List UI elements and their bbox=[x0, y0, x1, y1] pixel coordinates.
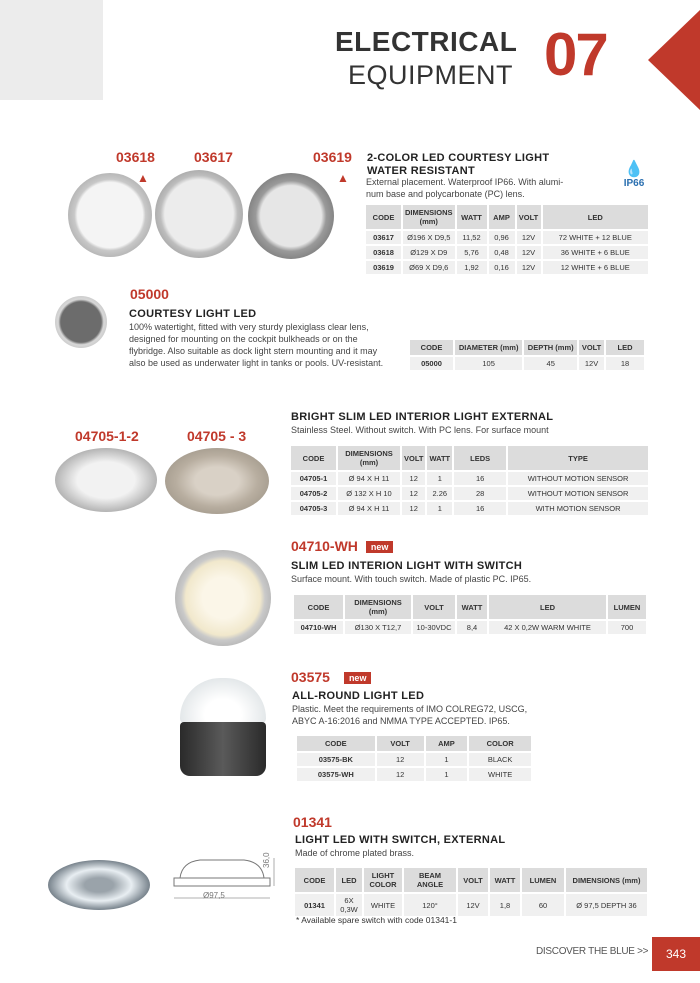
product-code-04710-wh bbox=[291, 538, 393, 554]
col-header: VOLT bbox=[376, 736, 425, 752]
product-title: SLIM LED INTERION LIGHT WITH SWITCH bbox=[291, 560, 523, 572]
col-header: VOLT bbox=[401, 446, 426, 471]
table-row bbox=[291, 501, 649, 515]
product-code-03617: 03617 bbox=[194, 149, 233, 165]
lamp-image-04705-3 bbox=[165, 448, 269, 514]
product-title: ALL-ROUND LIGHT LED bbox=[292, 690, 425, 702]
cell: 0,16 bbox=[488, 260, 516, 274]
col-header: VOLT bbox=[457, 868, 489, 893]
cell: 04705-1 bbox=[291, 471, 337, 486]
cell: 03575-BK bbox=[297, 752, 376, 767]
col-header: VOLT bbox=[516, 205, 542, 230]
product-code-04705-3: 04705 - 3 bbox=[187, 428, 247, 444]
cell: Ø69 X D9,6 bbox=[402, 260, 456, 274]
cell: Ø 94 X H 11 bbox=[337, 471, 401, 486]
lamp-image-05000 bbox=[55, 296, 107, 348]
cell: 12V bbox=[578, 356, 605, 370]
ip66-badge bbox=[621, 162, 647, 189]
col-header: CODE bbox=[410, 340, 454, 356]
cell: Ø 132 X H 10 bbox=[337, 486, 401, 501]
spec-table-p3 bbox=[291, 446, 650, 515]
lamp-dome-03575 bbox=[180, 678, 266, 724]
desc-line: 100% watertight, fitted with very sturdy plexiglass clear lens, bbox=[129, 322, 369, 332]
cell: 36 WHITE + 6 BLUE bbox=[542, 245, 649, 260]
desc-line: num base and polycarbonate (PC) lens. bbox=[366, 189, 525, 199]
cell: 6X 0,3W bbox=[335, 893, 363, 916]
thumbs-up-icon: ▲ bbox=[337, 171, 349, 185]
cell: WITHOUT MOTION SENSOR bbox=[507, 471, 649, 486]
desc-line: flybridge. Also suitable as dock light stern mounting and it may bbox=[129, 346, 378, 356]
title-line: WATER RESISTANT bbox=[367, 165, 475, 177]
cell: WITHOUT MOTION SENSOR bbox=[507, 486, 649, 501]
col-header: WATT bbox=[426, 446, 453, 471]
desc-line: designed for mounting on the cockpit bulkheads or on the bbox=[129, 334, 358, 344]
cell: 5,76 bbox=[456, 245, 488, 260]
product-description bbox=[129, 321, 383, 369]
cell: 1,92 bbox=[456, 260, 488, 274]
col-header: VOLT bbox=[412, 595, 456, 620]
footnote: * Available spare switch with code 01341-1 bbox=[296, 915, 457, 925]
cell: 12 bbox=[401, 501, 426, 515]
cell: WITH MOTION SENSOR bbox=[507, 501, 649, 515]
table-row bbox=[366, 230, 649, 245]
col-header: DIMENSIONS (mm) bbox=[344, 595, 412, 620]
lamp-image-01341 bbox=[48, 860, 150, 910]
col-header: LEDS bbox=[453, 446, 507, 471]
col-header: CODE bbox=[294, 595, 344, 620]
product-title: COURTESY LIGHT LED bbox=[129, 308, 257, 320]
table-row bbox=[291, 486, 649, 501]
col-header: AMP bbox=[425, 736, 469, 752]
drawing-base bbox=[174, 878, 270, 886]
table-row bbox=[297, 767, 532, 781]
cell: 72 WHITE + 12 BLUE bbox=[542, 230, 649, 245]
cell: 12V bbox=[516, 260, 542, 274]
col-header: VOLT bbox=[578, 340, 605, 356]
col-header: LED bbox=[488, 595, 607, 620]
cell: WHITE bbox=[363, 893, 403, 916]
col-header: LUMEN bbox=[521, 868, 565, 893]
cell: 1 bbox=[426, 501, 453, 515]
lamp-image-03617 bbox=[155, 170, 243, 258]
new-badge: new bbox=[344, 672, 372, 684]
cell: 700 bbox=[607, 620, 647, 634]
col-header: DEPTH (mm) bbox=[523, 340, 578, 356]
col-header: WATT bbox=[456, 595, 488, 620]
cell: BLACK bbox=[468, 752, 532, 767]
cell: 12 bbox=[376, 767, 425, 781]
cell: 120° bbox=[403, 893, 457, 916]
col-header: WATT bbox=[489, 868, 521, 893]
new-badge: new bbox=[366, 541, 394, 553]
desc-line: Plastic. Meet the requirements of IMO COLREG72, USCG, bbox=[292, 704, 528, 714]
lamp-image-04710 bbox=[175, 550, 271, 646]
cell: 04710-WH bbox=[294, 620, 344, 634]
col-header: TYPE bbox=[507, 446, 649, 471]
product-description: Surface mount. With touch switch. Made of plastic PC. IP65. bbox=[291, 574, 532, 584]
product-code-03618: 03618 bbox=[116, 149, 155, 165]
dim-diameter-label: Ø97,5 bbox=[203, 891, 225, 900]
col-header: WATT bbox=[456, 205, 488, 230]
table-row bbox=[291, 471, 649, 486]
cell: 12 WHITE + 6 BLUE bbox=[542, 260, 649, 274]
col-header: CODE bbox=[366, 205, 402, 230]
product-code-03619: 03619 bbox=[313, 149, 352, 165]
corner-block bbox=[0, 0, 103, 100]
cell: 12V bbox=[516, 245, 542, 260]
cell: 2.26 bbox=[426, 486, 453, 501]
cell: 16 bbox=[453, 471, 507, 486]
product-title bbox=[367, 152, 549, 178]
lamp-image-04705-1 bbox=[55, 448, 157, 512]
cell: 42 X 0,2W WARM WHITE bbox=[488, 620, 607, 634]
cell: 04705-3 bbox=[291, 501, 337, 515]
lamp-base-03575 bbox=[180, 722, 266, 776]
col-header: BEAM ANGLE bbox=[403, 868, 457, 893]
product-description bbox=[292, 703, 527, 727]
water-drops-icon: 💧 bbox=[624, 161, 644, 178]
product-description: Stainless Steel. Without switch. With PC lens. For surface mount bbox=[291, 425, 549, 435]
cell: 04705-2 bbox=[291, 486, 337, 501]
col-header: COLOR bbox=[468, 736, 532, 752]
col-header: LIGHT COLOR bbox=[363, 868, 403, 893]
dim-height-label: 36,0 bbox=[262, 852, 271, 868]
cell: 60 bbox=[521, 893, 565, 916]
cell: 05000 bbox=[410, 356, 454, 370]
cell: 12V bbox=[516, 230, 542, 245]
cell: 12 bbox=[401, 471, 426, 486]
cell: 03617 bbox=[366, 230, 402, 245]
drawing-dome bbox=[180, 860, 264, 878]
cell: 01341 bbox=[295, 893, 335, 916]
cell: 18 bbox=[605, 356, 645, 370]
product-code-01341: 01341 bbox=[293, 814, 332, 830]
cell: 45 bbox=[523, 356, 578, 370]
lamp-image-03618 bbox=[68, 173, 152, 257]
col-header: DIAMETER (mm) bbox=[454, 340, 523, 356]
table-row bbox=[410, 356, 645, 370]
cell: Ø 94 X H 11 bbox=[337, 501, 401, 515]
product-title: BRIGHT SLIM LED INTERIOR LIGHT EXTERNAL bbox=[291, 411, 554, 423]
desc-line: also be used as underwater light in tanks or pools. UV-resistant. bbox=[129, 358, 384, 368]
spec-table-p2 bbox=[410, 340, 646, 370]
thumbs-up-icon: ▲ bbox=[137, 171, 149, 185]
product-code-04705-1-2: 04705-1-2 bbox=[75, 428, 139, 444]
desc-line: External placement. Waterproof IP66. With alumi- bbox=[366, 177, 564, 187]
table-row bbox=[297, 752, 532, 767]
cell: 28 bbox=[453, 486, 507, 501]
cell: 8,4 bbox=[456, 620, 488, 634]
cell: 16 bbox=[453, 501, 507, 515]
col-header: LED bbox=[542, 205, 649, 230]
cell: 12 bbox=[376, 752, 425, 767]
cell: 1,8 bbox=[489, 893, 521, 916]
cell: 03619 bbox=[366, 260, 402, 274]
chapter-number: 07 bbox=[544, 21, 607, 88]
col-header: DIMENSIONS (mm) bbox=[402, 205, 456, 230]
spec-table-p5 bbox=[297, 736, 533, 781]
cell: 0,96 bbox=[488, 230, 516, 245]
table-row bbox=[366, 245, 649, 260]
code-text: 03575 bbox=[291, 669, 330, 685]
chapter-arrow-icon bbox=[648, 10, 700, 110]
cell: Ø196 X D9,5 bbox=[402, 230, 456, 245]
col-header: LED bbox=[605, 340, 645, 356]
table-row bbox=[366, 260, 649, 274]
cell: 03618 bbox=[366, 245, 402, 260]
col-header: CODE bbox=[291, 446, 337, 471]
col-header: LED bbox=[335, 868, 363, 893]
desc-line: ABYC A-16:2016 and NMMA TYPE ACCEPTED. IP65. bbox=[292, 716, 510, 726]
ip-label: IP66 bbox=[623, 178, 645, 189]
cell: 03575-WH bbox=[297, 767, 376, 781]
page-number: 343 bbox=[652, 937, 700, 971]
col-header: AMP bbox=[488, 205, 516, 230]
col-header: LUMEN bbox=[607, 595, 647, 620]
chapter-title-line2: EQUIPMENT bbox=[348, 60, 514, 90]
product-code-05000: 05000 bbox=[130, 286, 169, 302]
col-header: DIMENSIONS (mm) bbox=[565, 868, 648, 893]
col-header: DIMENSIONS (mm) bbox=[337, 446, 401, 471]
cell: Ø129 X D9 bbox=[402, 245, 456, 260]
code-text: 04710-WH bbox=[291, 538, 358, 554]
footer-tagline: DISCOVER THE BLUE >> bbox=[536, 946, 649, 957]
cell: 10-30VDC bbox=[412, 620, 456, 634]
cell: WHITE bbox=[468, 767, 532, 781]
chapter-title-line1: ELECTRICAL bbox=[335, 26, 518, 57]
col-header: CODE bbox=[297, 736, 376, 752]
cell: 1 bbox=[425, 767, 469, 781]
spec-table-p1 bbox=[366, 205, 650, 274]
cell: 0,48 bbox=[488, 245, 516, 260]
product-code-03575 bbox=[291, 669, 371, 685]
table-row bbox=[294, 620, 647, 634]
product-description bbox=[366, 176, 563, 200]
spec-table-p6 bbox=[295, 868, 649, 916]
cell: 12V bbox=[457, 893, 489, 916]
col-header: CODE bbox=[295, 868, 335, 893]
cell: 1 bbox=[426, 471, 453, 486]
cell: 11,52 bbox=[456, 230, 488, 245]
cell: Ø130 X T12,7 bbox=[344, 620, 412, 634]
cell: Ø 97,5 DEPTH 36 bbox=[565, 893, 648, 916]
cell: 12 bbox=[401, 486, 426, 501]
product-description: Made of chrome plated brass. bbox=[295, 848, 415, 858]
spec-table-p4 bbox=[294, 595, 648, 634]
product-title: LIGHT LED WITH SWITCH, EXTERNAL bbox=[295, 834, 506, 846]
title-line: 2-COLOR LED COURTESY LIGHT bbox=[367, 152, 550, 164]
lamp-image-03619 bbox=[248, 173, 334, 259]
cell: 1 bbox=[425, 752, 469, 767]
table-row bbox=[295, 893, 648, 916]
cell: 105 bbox=[454, 356, 523, 370]
